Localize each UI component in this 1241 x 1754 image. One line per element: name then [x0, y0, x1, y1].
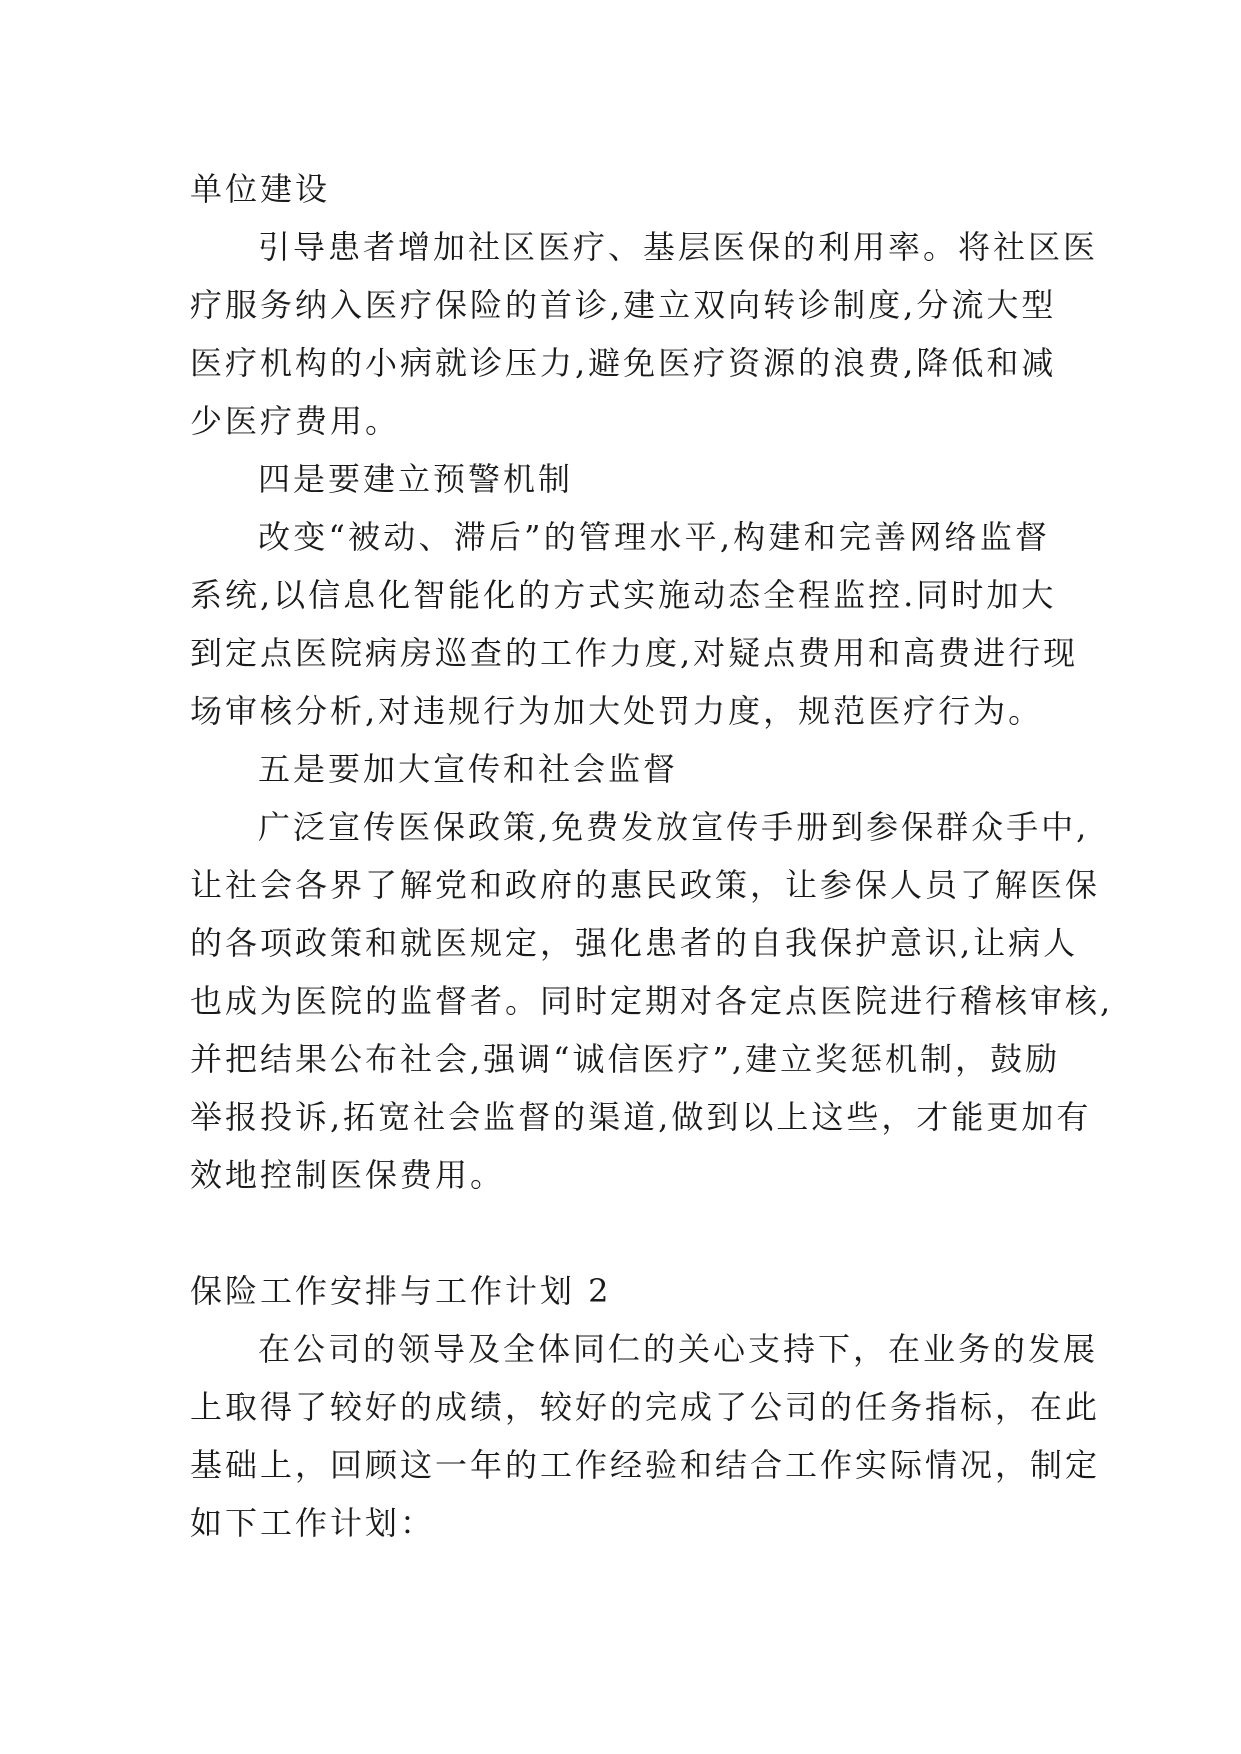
text-line: 上取得了较好的成绩，较好的完成了公司的任务指标，在此 — [190, 1388, 1101, 1426]
text-line: 并把结果公布社会,强调“诚信医疗”,建立奖惩机制，鼓励 — [190, 1040, 1061, 1078]
text-line: 广泛宣传医保政策,免费发放宣传手册到参保群众手中, — [258, 808, 1090, 846]
paragraph — [190, 798, 1114, 1204]
text-line: 到定点医院病房巡查的工作力度,对疑点费用和高费进行现 — [190, 634, 1079, 672]
text-line: 如下工作计划： — [190, 1504, 436, 1542]
text-line: 五是要加大宣传和社会监督 — [258, 750, 679, 788]
text-line: 举报投诉,拓宽社会监督的渠道,做到以上这些，才能更加有 — [190, 1098, 1092, 1136]
heading-block — [190, 160, 1050, 218]
text-line: 在公司的领导及全体同仁的关心支持下，在业务的发展 — [258, 1330, 1099, 1368]
text-line: 改变“被动、滞后”的管理水平,构建和完善网络监督 — [258, 518, 1050, 556]
text-line: 效地控制医保费用。 — [190, 1156, 506, 1194]
text-line: 单位建设 — [190, 170, 331, 208]
paragraph — [190, 740, 1050, 798]
text-line: 让社会各界了解党和政府的惠民政策，让参保人员了解医保 — [190, 866, 1101, 904]
text-line: 的各项政策和就医规定，强化患者的自我保护意识,让病人 — [190, 924, 1079, 962]
text-line: 也成为医院的监督者。同时定期对各定点医院进行稽核审核, — [190, 982, 1114, 1020]
text-line: 四是要建立预警机制 — [258, 460, 574, 498]
text-line: 少医疗费用。 — [190, 402, 401, 440]
section-gap — [190, 1204, 1050, 1262]
paragraph — [190, 218, 1099, 450]
paragraph — [190, 450, 1050, 508]
document-page — [190, 160, 1114, 1552]
paragraph — [190, 1320, 1101, 1552]
text-line: 疗服务纳入医疗保险的首诊,建立双向转诊制度,分流大型 — [190, 286, 1057, 324]
text-line: 系统,以信息化智能化的方式实施动态全程监控.同时加大 — [190, 576, 1057, 614]
paragraph — [190, 508, 1079, 740]
text-line: 保险工作安排与工作计划 2 — [190, 1272, 612, 1310]
text-line: 基础上，回顾这一年的工作经验和结合工作实际情况，制定 — [190, 1446, 1101, 1484]
heading-block — [190, 1262, 1050, 1320]
text-line: 引导患者增加社区医疗、基层医保的利用率。将社区医 — [258, 228, 1099, 266]
text-line: 场审核分析,对违规行为加大处罚力度，规范医疗行为。 — [190, 692, 1044, 730]
text-line: 医疗机构的小病就诊压力,避免医疗资源的浪费,降低和减 — [190, 344, 1057, 382]
